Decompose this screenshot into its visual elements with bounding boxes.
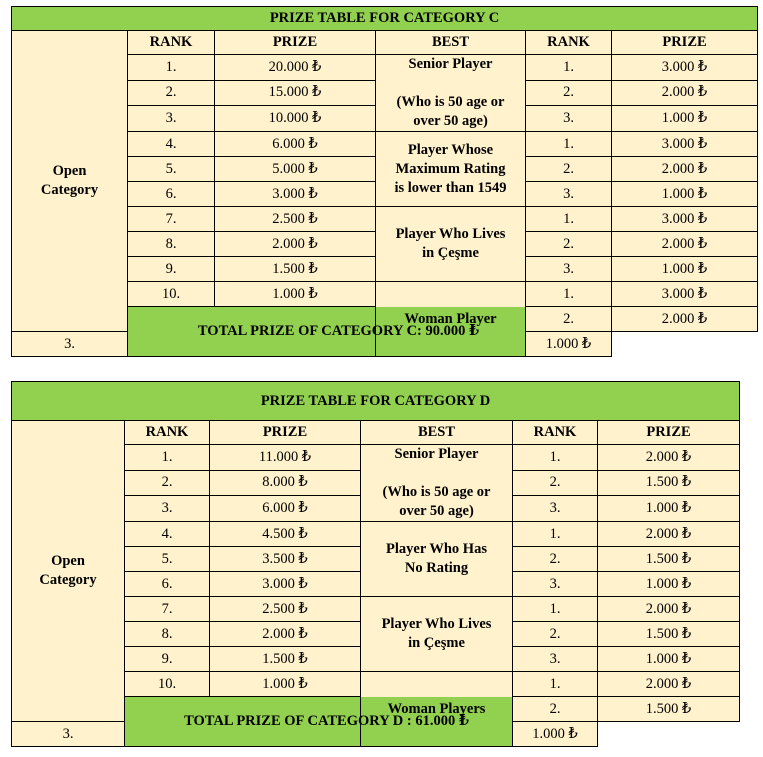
best-prize: 1.500 ₺ [598, 470, 740, 496]
best-prize: 1.000 ₺ [612, 257, 758, 282]
rank-header: RANK [125, 421, 210, 445]
best-prize: 3.000 ₺ [612, 132, 758, 157]
prize-header: PRIZE [210, 421, 361, 445]
table-title: PRIZE TABLE FOR CATEGORY C [12, 7, 758, 31]
open-rank: 1. [128, 55, 215, 81]
best-prize: 1.000 ₺ [526, 332, 612, 357]
total-prize: TOTAL PRIZE OF CATEGORY C: 90.000 ₺ [128, 307, 526, 357]
best-rank: 1. [513, 522, 598, 547]
best-rank: 1. [526, 282, 612, 307]
open-prize: 5.000 ₺ [215, 157, 376, 182]
best-rank: 3. [526, 257, 612, 282]
rank-header: RANK [513, 421, 598, 445]
best-max-rating-player: Player Whose Maximum Rating is lower than 1549 [376, 132, 526, 207]
best-rank: 2. [513, 697, 598, 722]
open-prize: 1.500 ₺ [215, 257, 376, 282]
best-prize: 2.000 ₺ [598, 672, 740, 697]
best-rank: 2. [526, 80, 612, 106]
best-rank: 1. [526, 207, 612, 232]
open-prize: 2.000 ₺ [210, 622, 361, 647]
best-prize: 1.500 ₺ [598, 622, 740, 647]
open-prize: 2.500 ₺ [215, 207, 376, 232]
best-no-rating-player: Player Who Has No Rating [361, 522, 513, 597]
open-prize: 2.000 ₺ [215, 232, 376, 257]
open-prize: 10.000 ₺ [215, 106, 376, 132]
best-rank: 2. [526, 307, 612, 332]
open-rank: 4. [125, 522, 210, 547]
open-rank: 5. [128, 157, 215, 182]
open-prize: 15.000 ₺ [215, 80, 376, 106]
rank-header: RANK [526, 31, 612, 55]
open-rank: 5. [125, 547, 210, 572]
open-prize: 6.000 ₺ [215, 132, 376, 157]
open-rank: 2. [125, 470, 210, 496]
best-prize: 1.500 ₺ [598, 547, 740, 572]
prize-header: PRIZE [215, 31, 376, 55]
best-prize: 3.000 ₺ [612, 55, 758, 81]
best-prize: 2.000 ₺ [612, 232, 758, 257]
prize-header: PRIZE [612, 31, 758, 55]
best-senior-player: Senior Player (Who is 50 age or over 50 age) [376, 55, 526, 132]
best-prize: 2.000 ₺ [598, 597, 740, 622]
best-rank: 3. [513, 647, 598, 672]
open-rank: 2. [128, 80, 215, 106]
open-category-label: Open Category [12, 31, 128, 332]
open-rank: 8. [128, 232, 215, 257]
best-rank: 3. [513, 572, 598, 597]
open-rank: 8. [125, 622, 210, 647]
best-prize: 2.000 ₺ [612, 307, 758, 332]
best-prize: 1.000 ₺ [598, 572, 740, 597]
open-rank: 9. [128, 257, 215, 282]
open-rank: 3. [128, 106, 215, 132]
open-rank: 7. [128, 207, 215, 232]
open-rank: 6. [125, 572, 210, 597]
open-rank: 10. [125, 672, 210, 697]
open-prize: 3.500 ₺ [210, 547, 361, 572]
best-prize: 1.000 ₺ [513, 722, 598, 747]
best-rank: 1. [526, 132, 612, 157]
open-prize: 1.500 ₺ [210, 647, 361, 672]
best-cesme-resident: Player Who Lives in Çeşme [361, 597, 513, 672]
best-rank: 3. [526, 106, 612, 132]
best-prize: 2.000 ₺ [612, 80, 758, 106]
prize-header: PRIZE [598, 421, 740, 445]
best-prize: 1.000 ₺ [612, 182, 758, 207]
best-rank: 3. [12, 332, 128, 357]
best-woman-players: Woman Players [361, 672, 513, 747]
total-prize: TOTAL PRIZE OF CATEGORY D : 61.000 ₺ [125, 697, 513, 747]
best-prize: 1.500 ₺ [598, 697, 740, 722]
open-rank: 3. [125, 496, 210, 522]
open-rank: 4. [128, 132, 215, 157]
open-rank: 1. [125, 445, 210, 471]
best-prize: 1.000 ₺ [598, 496, 740, 522]
best-prize: 1.000 ₺ [612, 106, 758, 132]
best-rank: 1. [513, 672, 598, 697]
best-rank: 3. [513, 496, 598, 522]
best-rank: 2. [526, 157, 612, 182]
best-prize: 3.000 ₺ [612, 207, 758, 232]
best-header: BEST [376, 31, 526, 55]
best-woman-player: Woman Player [376, 282, 526, 357]
open-prize: 3.000 ₺ [210, 572, 361, 597]
best-prize: 2.000 ₺ [598, 445, 740, 471]
best-rank: 2. [513, 470, 598, 496]
open-rank: 7. [125, 597, 210, 622]
open-category-label: Open Category [12, 421, 125, 722]
open-prize: 20.000 ₺ [215, 55, 376, 81]
best-prize: 1.000 ₺ [598, 647, 740, 672]
open-rank: 6. [128, 182, 215, 207]
best-rank: 3. [526, 182, 612, 207]
best-rank: 1. [513, 597, 598, 622]
best-rank: 3. [12, 722, 125, 747]
open-prize: 1.000 ₺ [215, 282, 376, 307]
best-cesme-resident: Player Who Lives in Çeşme [376, 207, 526, 282]
best-prize: 2.000 ₺ [612, 157, 758, 182]
open-rank: 9. [125, 647, 210, 672]
best-rank: 1. [526, 55, 612, 81]
open-prize: 1.000 ₺ [210, 672, 361, 697]
best-prize: 3.000 ₺ [612, 282, 758, 307]
open-prize: 11.000 ₺ [210, 445, 361, 471]
prize-table-category-d [11, 381, 740, 747]
best-rank: 2. [513, 622, 598, 647]
open-prize: 6.000 ₺ [210, 496, 361, 522]
best-prize: 2.000 ₺ [598, 522, 740, 547]
prize-table-category-c [11, 6, 758, 357]
best-rank: 2. [526, 232, 612, 257]
best-header: BEST [361, 421, 513, 445]
table-title: PRIZE TABLE FOR CATEGORY D [12, 382, 740, 421]
open-rank: 10. [128, 282, 215, 307]
open-prize: 3.000 ₺ [215, 182, 376, 207]
best-rank: 1. [513, 445, 598, 471]
rank-header: RANK [128, 31, 215, 55]
best-rank: 2. [513, 547, 598, 572]
open-prize: 2.500 ₺ [210, 597, 361, 622]
open-prize: 8.000 ₺ [210, 470, 361, 496]
best-senior-player: Senior Player (Who is 50 age or over 50 age) [361, 445, 513, 522]
open-prize: 4.500 ₺ [210, 522, 361, 547]
